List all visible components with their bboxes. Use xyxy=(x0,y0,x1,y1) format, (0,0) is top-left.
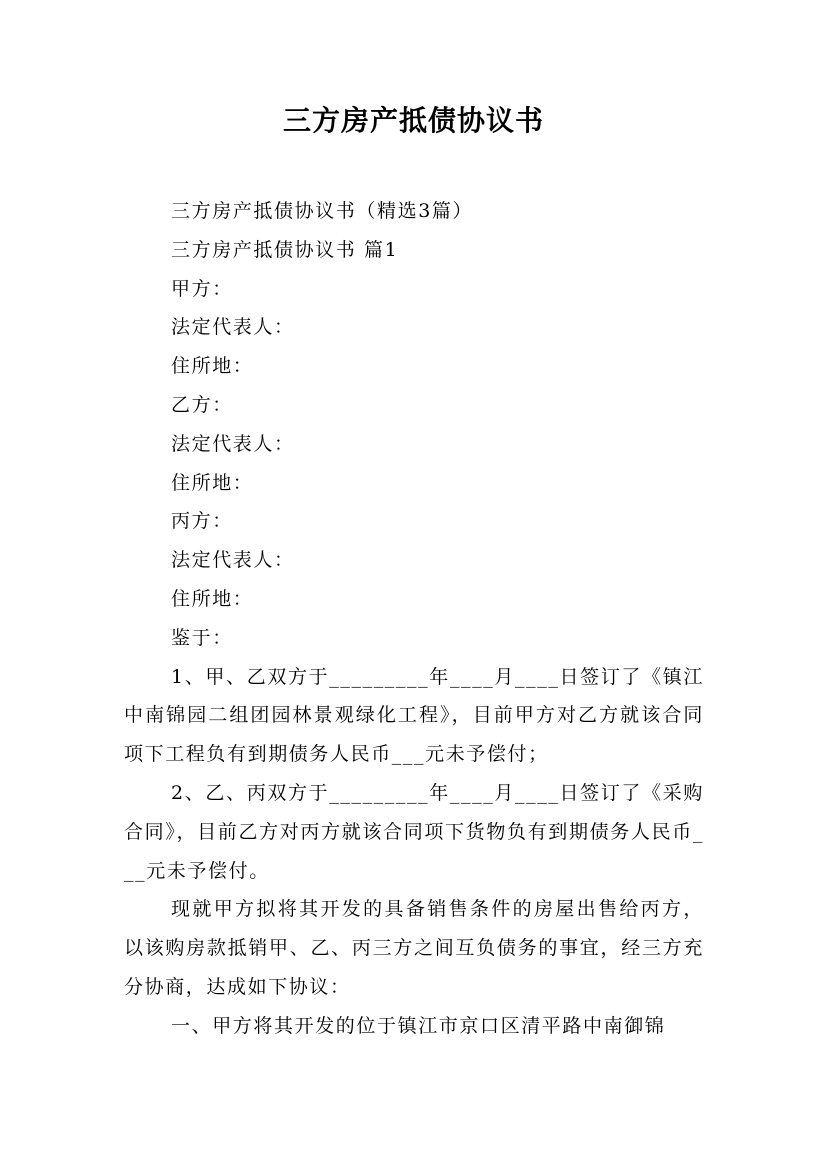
clause-paragraph-2: 2、乙、丙双方于_________年____月____日签订了《采购合同》，目前乙方对丙方就该合同项下货物负有到期债务人民币___元未予偿付。 xyxy=(124,781,704,882)
party-b-label: 乙方： xyxy=(171,393,233,416)
document-body xyxy=(124,192,704,1046)
clause-paragraph-1: 1、甲、乙双方于_________年____月____日签订了《镇江中南锦园二组团园林景观绿化工程》，目前甲方对乙方就该合同项下工程负有到期债务人民币___元未予偿付； xyxy=(124,665,704,766)
agreement-intro-paragraph: 现就甲方拟将其开发的具备销售条件的房屋出售给丙方，以该购房款抵销甲、乙、丙三方之间互负债务的事宜，经三方充分协商，达成如下协议： xyxy=(124,898,704,998)
party-a-label: 甲方： xyxy=(171,277,233,300)
article-one-paragraph: 一、甲方将其开发的位于镇江市京口区清平路中南御锦 xyxy=(171,1014,666,1037)
party-c-label: 丙方： xyxy=(171,510,233,533)
section-heading: 三方房产抵债协议书 篇1 xyxy=(171,238,399,261)
party-a-representative: 法定代表人： xyxy=(171,316,295,339)
whereas-label: 鉴于： xyxy=(171,626,233,649)
document-title: 三方房产抵债协议书 xyxy=(282,104,544,137)
party-b-address: 住所地： xyxy=(171,471,254,494)
party-a-address: 住所地： xyxy=(171,355,254,378)
subtitle-line: 三方房产抵债协议书（精选3篇） xyxy=(171,200,474,222)
party-c-representative: 法定代表人： xyxy=(171,549,295,572)
party-c-address: 住所地： xyxy=(171,587,254,610)
party-b-representative: 法定代表人： xyxy=(171,432,295,455)
